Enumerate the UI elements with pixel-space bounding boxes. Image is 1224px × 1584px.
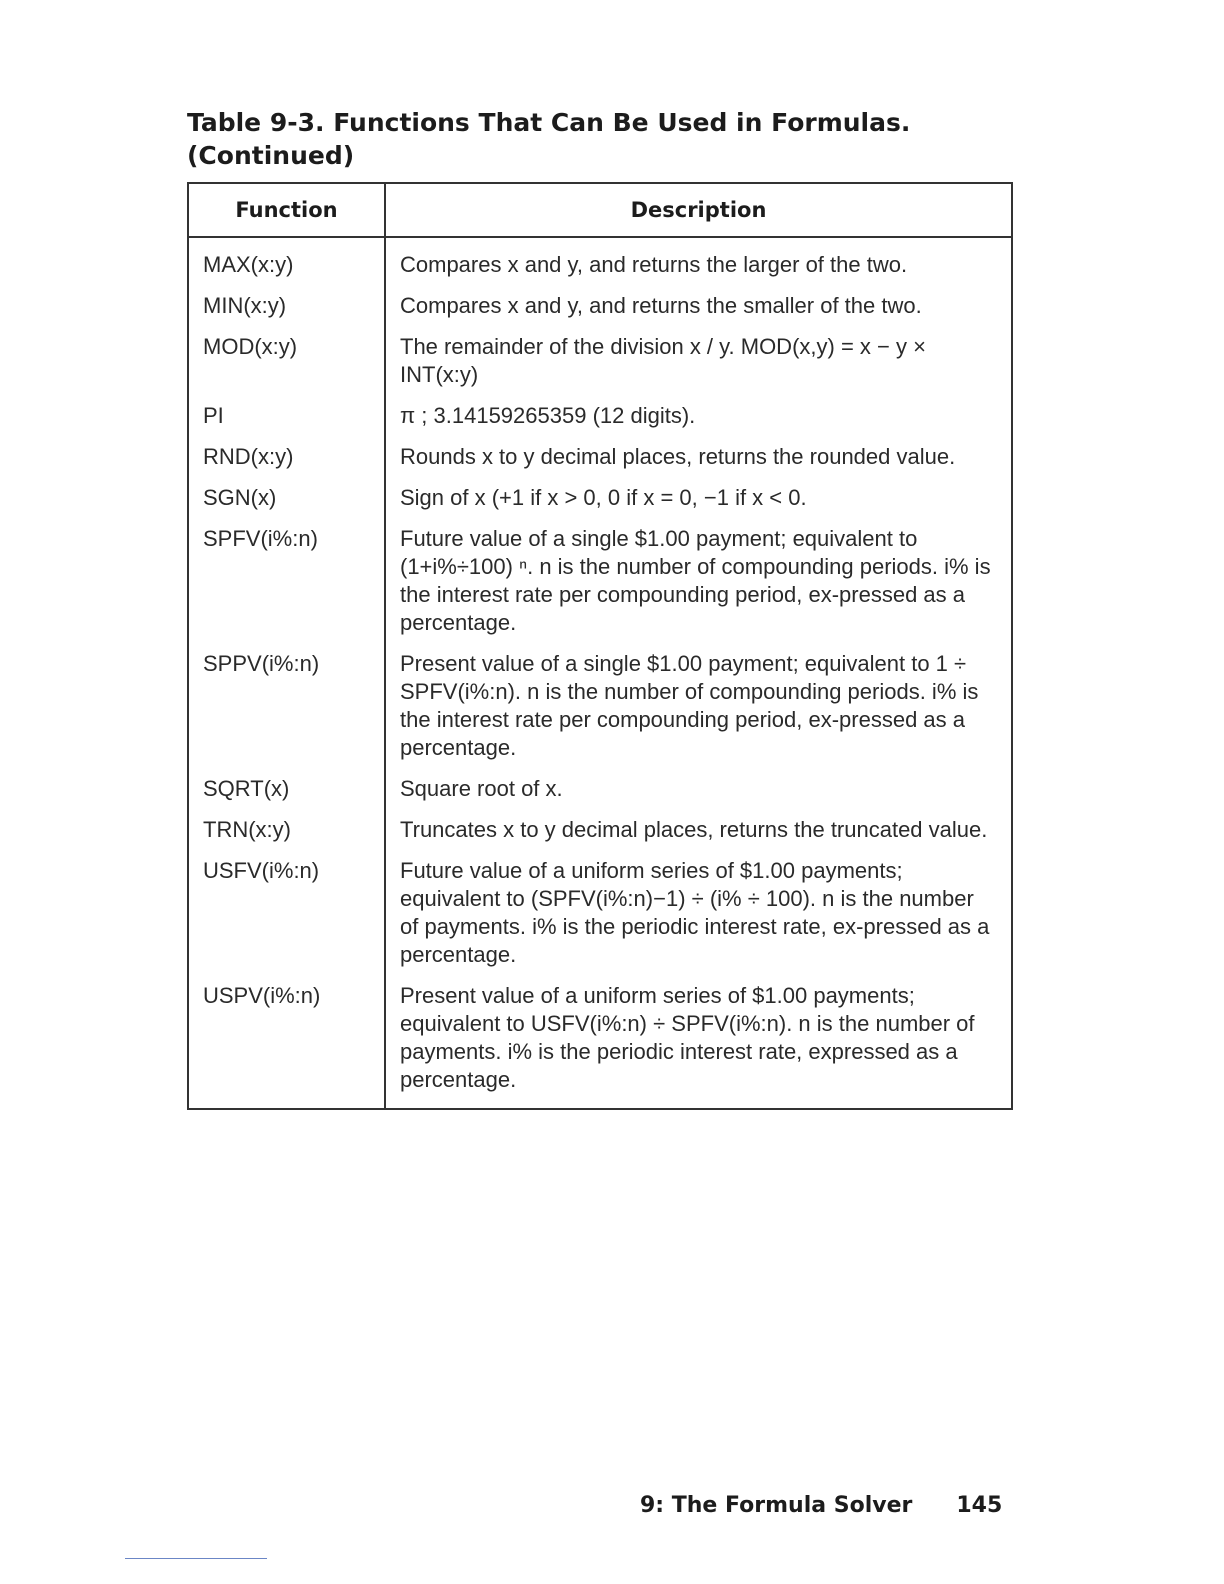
function-cell: SPPV(i%:n): [188, 650, 385, 775]
function-cell: USFV(i%:n): [188, 857, 385, 982]
table-row: [188, 237, 1012, 292]
function-cell: SQRT(x): [188, 775, 385, 816]
table-row: [188, 775, 1012, 816]
function-cell: MIN(x:y): [188, 292, 385, 333]
table-row: [188, 857, 1012, 982]
function-cell: SGN(x): [188, 484, 385, 525]
function-cell: TRN(x:y): [188, 816, 385, 857]
function-cell: MOD(x:y): [188, 333, 385, 402]
table-row: [188, 982, 1012, 1109]
table-row: [188, 333, 1012, 402]
description-cell: π ; 3.14159265359 (12 digits).: [400, 403, 696, 428]
description-cell: Present value of a uniform series of $1.00 payments; equivalent to USFV(i%:n) ÷ SPFV(i%:n). n is the number of payments. i% is the periodic interest rate, expressed as a percentage.: [400, 983, 975, 1092]
description-cell: Sign of x (+1 if x > 0, 0 if x = 0, −1 if x < 0.: [400, 485, 807, 510]
function-cell: MAX(x:y): [188, 237, 385, 292]
function-cell: RND(x:y): [188, 443, 385, 484]
header-description: Description: [385, 183, 1012, 237]
function-cell: SPFV(i%:n): [188, 525, 385, 650]
caption-title: Table 9-3. Functions That Can Be Used in Formulas.: [187, 108, 911, 137]
header-function: Function: [188, 183, 385, 237]
description-cell: Compares x and y, and returns the larger of the two.: [400, 252, 908, 277]
table-row: [188, 402, 1012, 443]
table-row: [188, 650, 1012, 775]
chapter-title: 9: The Formula Solver: [640, 1493, 913, 1518]
scan-margin-line: [125, 1558, 267, 1559]
description-cell: Future value of a uniform series of $1.00 payments; equivalent to (SPFV(i%:n)−1) ÷ (i% ÷ 100). n is the number of payments. i% is the periodic interest rate, ex-pressed as a percentage.: [400, 858, 990, 967]
table-header-row: [188, 183, 1012, 237]
table-row: [188, 292, 1012, 333]
table-row: [188, 443, 1012, 484]
table-row: [188, 484, 1012, 525]
page-footer: [640, 1493, 1002, 1518]
function-cell: USPV(i%:n): [188, 982, 385, 1109]
description-cell: Truncates x to y decimal places, returns the truncated value.: [400, 817, 988, 842]
description-cell: Compares x and y, and returns the smaller of the two.: [400, 293, 922, 318]
function-cell: PI: [188, 402, 385, 443]
table-row: [188, 816, 1012, 857]
functions-table: [187, 182, 1013, 1110]
description-cell: Future value of a single $1.00 payment; equivalent to (1+i%÷100) ⁿ. n is the number of compounding periods. i% is the interest rate per compounding period, ex-pressed as a percentage.: [400, 526, 991, 635]
caption-continued: (Continued): [187, 141, 355, 170]
description-cell: Present value of a single $1.00 payment; equivalent to 1 ÷ SPFV(i%:n). n is the number of compounding periods. i% is the interest rate per compounding period, ex-pressed as a percentage.: [400, 651, 979, 760]
description-cell: The remainder of the division x / y. MOD(x,y) = x − y × INT(x:y): [400, 334, 926, 387]
page-number: 145: [956, 1493, 1003, 1518]
table-caption: [187, 106, 1007, 172]
description-cell: Square root of x.: [400, 776, 563, 801]
table-row: [188, 525, 1012, 650]
description-cell: Rounds x to y decimal places, returns the rounded value.: [400, 444, 956, 469]
